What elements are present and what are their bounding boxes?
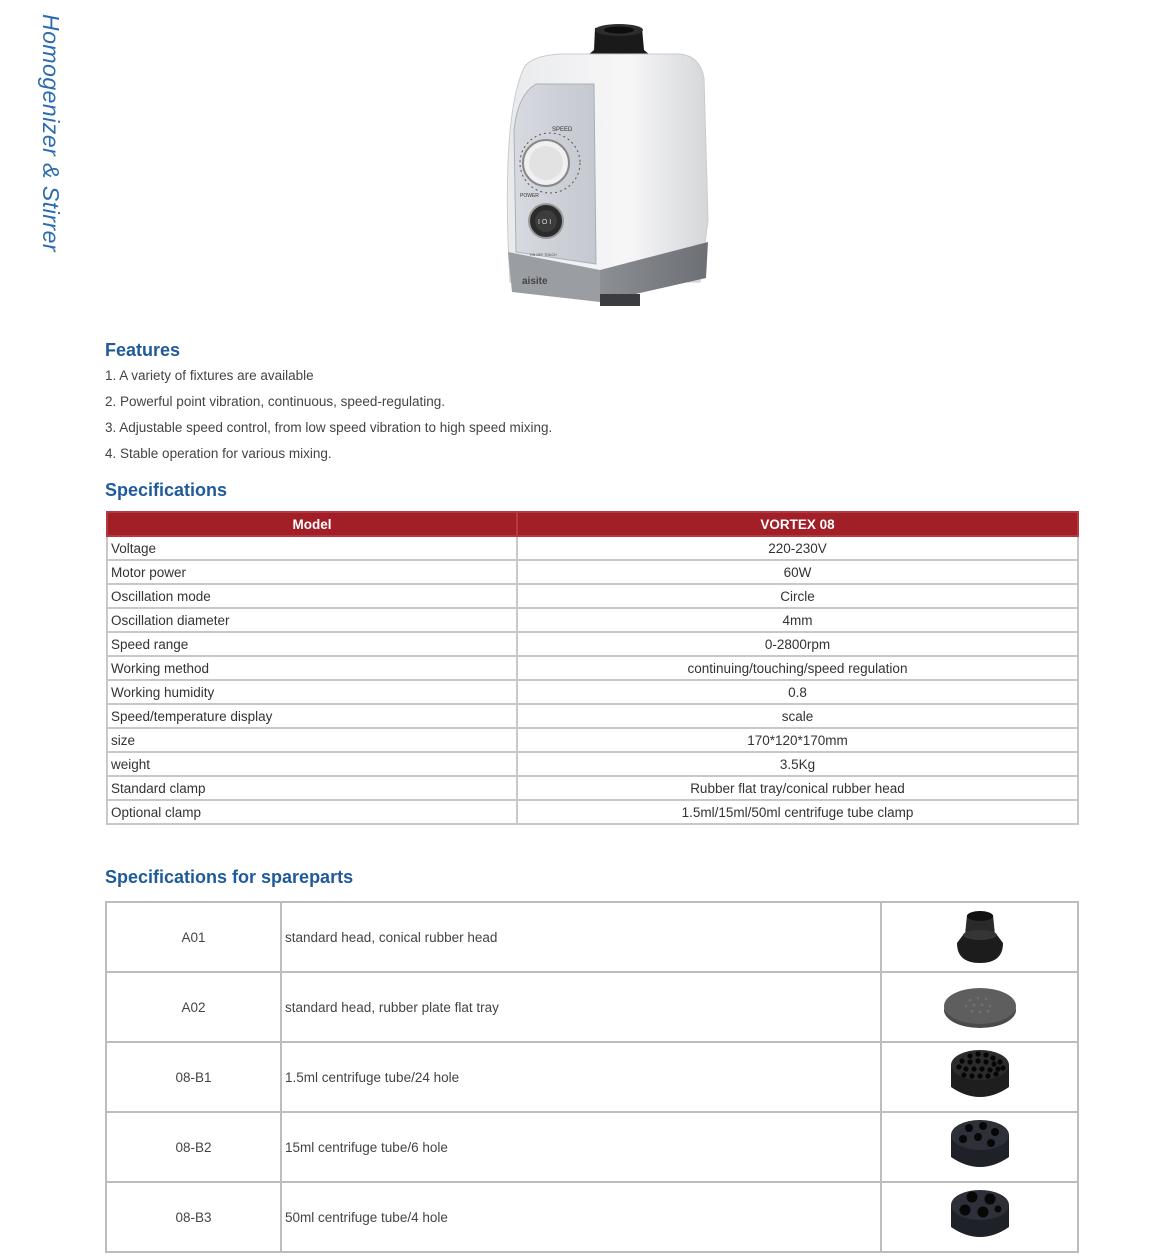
spec-key: Optional clamp: [107, 800, 517, 824]
spec-key: Oscillation diameter: [107, 608, 517, 632]
spec-value: 3.5Kg: [517, 752, 1078, 776]
feature-item: 1. A variety of fixtures are available: [105, 368, 314, 383]
spec-key: Working humidity: [107, 680, 517, 704]
vortex-mixer-image: [500, 20, 710, 310]
spec-header-key: Model: [107, 512, 517, 536]
tube-holder-24-hole-icon: [945, 1045, 1015, 1107]
sparepart-row: [106, 972, 1078, 1042]
spec-value: 170*120*170mm: [517, 728, 1078, 752]
spec-row: [107, 752, 1078, 776]
part-description: standard head, rubber plate flat tray: [281, 972, 881, 1042]
spec-key: Speed/temperature display: [107, 704, 517, 728]
part-code: 08-B3: [106, 1182, 281, 1252]
spec-row: [107, 656, 1078, 680]
spec-key: weight: [107, 752, 517, 776]
spec-value: continuing/touching/speed regulation: [517, 656, 1078, 680]
spec-key: Voltage: [107, 536, 517, 560]
spec-key: Speed range: [107, 632, 517, 656]
switch-marks: I O I: [538, 219, 552, 226]
part-description: 15ml centrifuge tube/6 hole: [281, 1112, 881, 1182]
spec-value: scale: [517, 704, 1078, 728]
spec-row: [107, 608, 1078, 632]
spec-value: Rubber flat tray/conical rubber head: [517, 776, 1078, 800]
features-heading: Features: [105, 340, 181, 360]
conical-rubber-head-icon: [945, 905, 1015, 967]
spec-value: 60W: [517, 560, 1078, 584]
power-label: POWER: [520, 193, 539, 199]
spec-key: Working method: [107, 656, 517, 680]
spec-header-value: VORTEX 08: [517, 512, 1078, 536]
sparepart-row: [106, 902, 1078, 972]
spec-key: Standard clamp: [107, 776, 517, 800]
spec-value: 1.5ml/15ml/50ml centrifuge tube clamp: [517, 800, 1078, 824]
features-list: [105, 366, 552, 470]
flat-tray-icon: [940, 978, 1020, 1034]
part-description: 1.5ml centrifuge tube/24 hole: [281, 1042, 881, 1112]
spec-value: 0.8: [517, 680, 1078, 704]
spec-key: Oscillation mode: [107, 584, 517, 608]
sparepart-row: [106, 1112, 1078, 1182]
spec-row: [107, 680, 1078, 704]
mode-labels: ON OFF TOUCH: [530, 253, 557, 257]
side-title: [24, 14, 64, 284]
spec-row: [107, 560, 1078, 584]
specifications-heading: Specifications: [105, 480, 228, 500]
spec-row: [107, 704, 1078, 728]
spec-row: [107, 536, 1078, 560]
speed-label: SPEED: [552, 127, 573, 133]
spec-key: size: [107, 728, 517, 752]
part-code: 08-B1: [106, 1042, 281, 1112]
sparepart-row: [106, 1042, 1078, 1112]
spec-row: [107, 728, 1078, 752]
sparepart-row: [106, 1182, 1078, 1252]
spareparts-heading: Specifications for spareparts: [105, 867, 354, 887]
feature-item: 2. Powerful point vibration, continuous, speed-regulating.: [105, 394, 445, 409]
spec-row: [107, 776, 1078, 800]
feature-item: 3. Adjustable speed control, from low speed vibration to high speed mixing.: [105, 420, 553, 435]
part-code: 08-B2: [106, 1112, 281, 1182]
side-title-text: Homogenizer & Stirrer: [38, 14, 64, 253]
brand-logo: aisite: [522, 276, 548, 287]
tube-holder-4-hole-icon: [945, 1185, 1015, 1247]
spec-value: 4mm: [517, 608, 1078, 632]
part-code: A02: [106, 972, 281, 1042]
spec-row: [107, 584, 1078, 608]
spec-row: [107, 800, 1078, 824]
part-code: A01: [106, 902, 281, 972]
part-description: standard head, conical rubber head: [281, 902, 881, 972]
spec-key: Motor power: [107, 560, 517, 584]
spec-row: [107, 632, 1078, 656]
part-description: 50ml centrifuge tube/4 hole: [281, 1182, 881, 1252]
specifications-table: [106, 511, 1079, 825]
tube-holder-6-hole-icon: [945, 1115, 1015, 1177]
spec-value: Circle: [517, 584, 1078, 608]
spareparts-table: [105, 901, 1079, 1253]
spec-value: 220-230V: [517, 536, 1078, 560]
spec-value: 0-2800rpm: [517, 632, 1078, 656]
spec-header-row: [107, 512, 1078, 536]
feature-item: 4. Stable operation for various mixing.: [105, 446, 332, 461]
